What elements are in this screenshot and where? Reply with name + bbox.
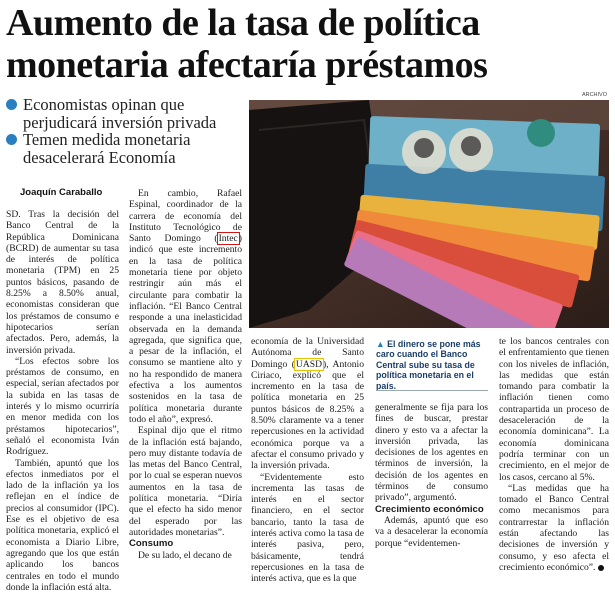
text-run: ), Antonio Ciriaco, explicó que el incremento en la tasa de política monetaria en 25 puntos básicos de 8.25% a 8.50% claramente va a tener repercusiones en la actividad económica porque va a afectar el consumo privado y la inversión privada. [251, 358, 364, 472]
bullet-dot-icon [6, 134, 17, 145]
byline: Joaquín Caraballo [20, 187, 103, 198]
text-run: “Las medidas que ha tomado el Banco Central como mecanismos para contrarrestar la inflación están afectando las decisiones de inversión y consumo, y eso afecta el crecimiento económico”. [499, 482, 609, 573]
paragraph [499, 483, 609, 573]
bullet-list [6, 96, 244, 166]
bullet-dot-icon [6, 99, 17, 110]
article-column-1 [6, 209, 119, 593]
subheading-crecimiento: Crecimiento económico [375, 503, 484, 515]
paragraph: SD. Tras la decisión del Banco Central de la República Dominicana (BCRD) de aumentar su tasa de interés de política monetaria (TPM) en 25 puntos básicos, pasando de 8.25% a 8.50% anual, economistas consideran que los préstamos de consumo e hipotecarios serían afectados. Pero, además, la inversión privada. [6, 209, 119, 356]
caption-text: El dinero se pone más caro cuando el Banco Central sube su tasa de política monetaria en el país. [376, 339, 481, 391]
photo-credit: ARCHIVO [581, 92, 607, 98]
text-run: economía de la Universidad Autónoma de Santo Domingo ( [251, 336, 364, 370]
article-column-2 [129, 188, 242, 561]
paragraph: También, apuntó que los efectos inmediatos por el lado de la inflación ya los reflejan en el índice de precios al consumidor (IPC). Ese es el objetivo de esa política monetaria, explicó el economista a Diario Libre, agregando que los que están aplicando los bancos centrales en todo el mundo donde la inflación está alta. [6, 457, 119, 593]
article-column-4 [375, 402, 488, 549]
bullet-item [6, 96, 244, 131]
paragraph [129, 188, 242, 425]
bullet-text: Economistas opinan que perjudicará inversión privada [23, 95, 217, 132]
paragraph [251, 336, 364, 472]
bullet-item [6, 131, 244, 166]
paragraph: generalmente se fija para los fines de buscar, prestar dinero y esto va a afectar la inversión privada, las decisiones de los agentes en términos de inversión, la decisión de los agentes en términos de consumo privado”, argumentó. [375, 402, 488, 504]
paragraph: Espinal dijo que el ritmo de la inflación está bajando, pero muy distante todavía de las metas del Banco Central, por lo cual se esperan nuevos aumentos en la tasa de política monetaria. “Diría que el efecto ha sido menor del esperado por las autoridades monetarias”. [129, 425, 242, 538]
text-run: En cambio, Rafael Espinal, coordinador de la carrera de economía del Instituto Tecnológico de Santo Domingo ( [129, 188, 242, 245]
subheading-consumo: Consumo [129, 538, 174, 550]
article-column-5 [499, 336, 609, 573]
caption-arrow-icon: ▲ [376, 339, 385, 349]
headline: Aumento de la tasa de política monetaria afectaría préstamos [6, 2, 488, 86]
article-column-3 [251, 336, 364, 585]
end-mark-icon [598, 565, 604, 571]
highlight-intec: Intec [218, 233, 238, 245]
highlight-uasd: UASD [295, 358, 323, 370]
paragraph: “Los efectos sobre los préstamos de consumo, en especial, serían afectados por la subida en las tasas de interés y lo mismo ocurriría en menor medida con los préstamos hipotecarios”, señaló el economista Iván Rodríguez. [6, 355, 119, 458]
paragraph: De su lado, el decano de [138, 549, 232, 561]
banknotes-illustration [249, 100, 609, 328]
paragraph: Además, apuntó que eso va a desacelerar la economía porque “evidentemen- [375, 514, 488, 549]
bullet-text: Temen medida monetaria desacelerará Economía [23, 130, 191, 167]
text-run: ) indicó que este incremento en la tasa de política monetaria tiene por objeto restringir aún más el circulante para combatir la inflación. “El Banco Central responde a una inelasticidad observada en la demanda agregada, que significa que, a pesar de la inflación, el consumo se mantiene alto y no ha respondido de manera efectiva a los aumentos sostenidos en la tasa de política monetaria durante todo el año”, expresó. [129, 233, 242, 425]
photo-caption [376, 339, 488, 391]
caption-divider [376, 390, 488, 391]
paragraph: te los bancos centrales con el enfrentamiento que tienen con los niveles de inflación, las medidas que están tomando para combatir la inflación tienen como contrapartida un proceso de desaceleración de la economía dominicana”. La economía dominicana podría terminar con un crecimiento, en el mejor de los casos, cercano al 5%. [499, 336, 609, 483]
banknotes-photo [249, 100, 609, 328]
paragraph: “Evidentemente esto incrementa las tasas de interés en el sector financiero, en el sector bancario, tanto la tasa de interés activa como la tasa de interés pasiva, pero, básicamente, tendrá repercusiones en la tasa de interés activa, que es la que [251, 471, 364, 585]
